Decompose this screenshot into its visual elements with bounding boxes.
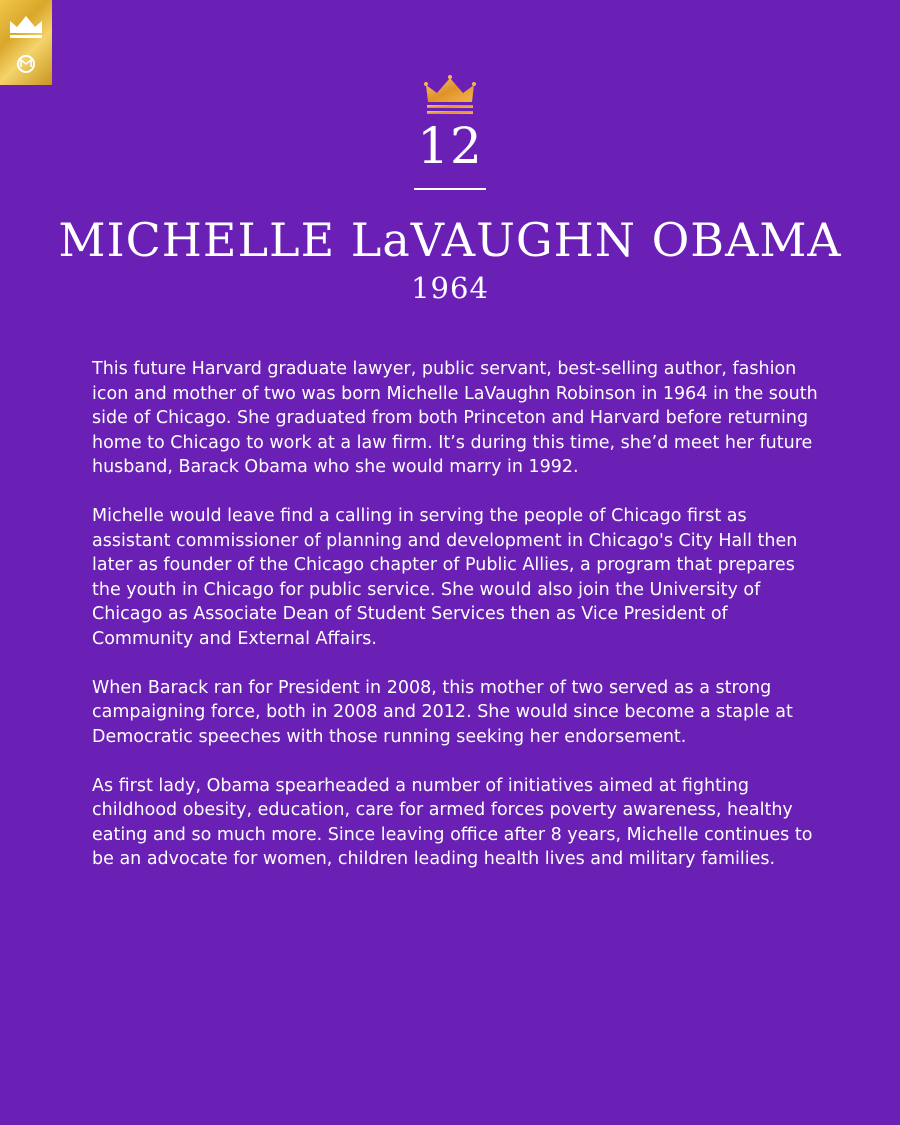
entry-number: 12 — [417, 117, 483, 175]
biography-text — [92, 357, 822, 896]
corner-badge — [0, 0, 52, 85]
crown-icon — [422, 74, 478, 118]
crown-icon — [10, 16, 42, 38]
entry-header — [0, 74, 900, 306]
title-divider — [414, 188, 486, 190]
biography-paragraph: Michelle would leave find a calling in serving the people of Chicago first as assistant commissioner of planning and development in Chicago's City Hall then later as founder of the Chicago chapter of Public Allies, a program that prepares the youth in Chicago for public service. She would also join the University of Chicago as Associate Dean of Student Services then as Vice President of Community and External Affairs. — [92, 506, 798, 649]
entry-name: MICHELLE LaVAUGHN OBAMA — [58, 213, 842, 267]
biography-paragraph: When Barack ran for President in 2008, this mother of two served as a strong campaigning force, both in 2008 and 2012. She would since become a staple at Democratic speeches with those running seeking her endorsement. — [92, 677, 793, 747]
biography-paragraph: As first lady, Obama spearheaded a number of initiatives aimed at fighting childhood obesity, education, care for armed forces poverty awareness, healthy eating and so much more. Since leaving office after 8 years, Michelle continues to be an advocate for women, children leading health lives and military families. — [92, 775, 813, 869]
mask-icon — [18, 56, 34, 72]
biography-paragraph: This future Harvard graduate lawyer, public servant, best-selling author, fashion icon and mother of two was born Michelle LaVaughn Robinson in 1964 in the south side of Chicago. She graduated from both Princeton and Harvard before returning home to Chicago to work at a law firm. It’s during this time, she’d meet her future husband, Barack Obama who she would marry in 1992. — [92, 359, 818, 477]
entry-year: 1964 — [411, 271, 489, 305]
